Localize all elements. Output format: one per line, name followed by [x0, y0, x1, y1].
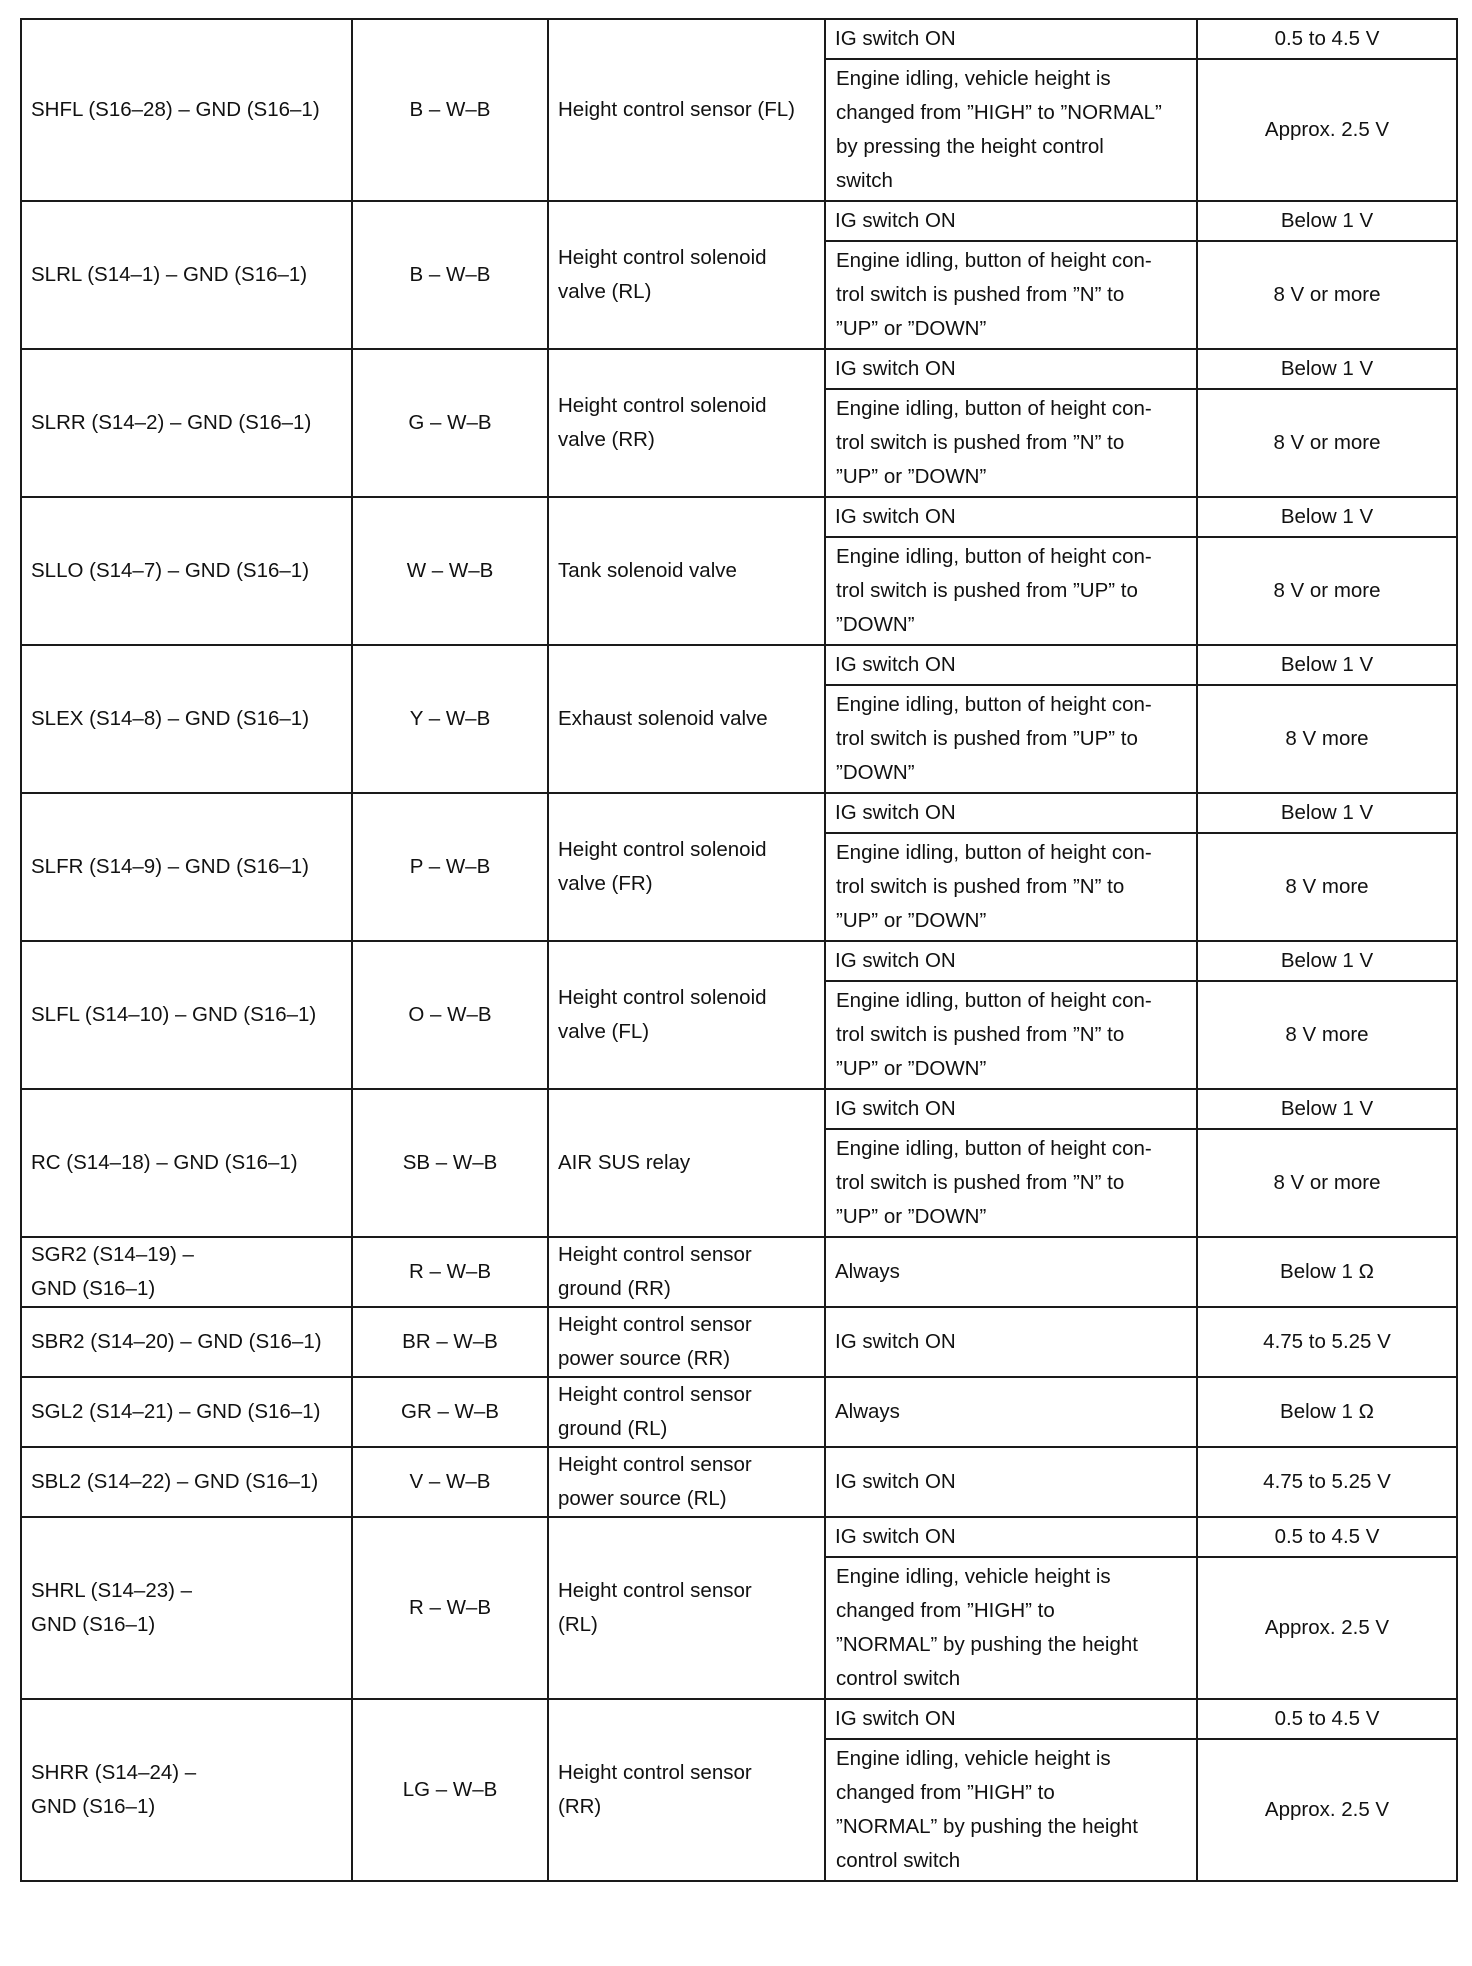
specified-condition-cell: 4.75 to 5.25 V: [1197, 1307, 1457, 1377]
condition-cell: IG switch ON: [825, 1517, 1197, 1557]
condition-cell: Engine idling, vehicle height is changed from ”HIGH” to ”NORMAL” by pushing the height control switch: [825, 1739, 1197, 1881]
description-cell: Height control sensor (RL): [548, 1517, 825, 1699]
specified-condition-cell: Below 1 Ω: [1197, 1237, 1457, 1307]
terminal-cell: SHFL (S16–28) – GND (S16–1): [21, 19, 352, 201]
condition-cell: Engine idling, button of height con- trol switch is pushed from ”UP” to ”DOWN”: [825, 685, 1197, 793]
table-row: [21, 941, 1457, 981]
table-row: [21, 1699, 1457, 1739]
wiring-color-cell: LG – W–B: [352, 1699, 548, 1881]
specified-condition-cell: 8 V or more: [1197, 537, 1457, 645]
terminal-cell: RC (S14–18) – GND (S16–1): [21, 1089, 352, 1237]
terminal-cell: SLFR (S14–9) – GND (S16–1): [21, 793, 352, 941]
condition-cell: IG switch ON: [825, 497, 1197, 537]
description-cell: Height control sensor ground (RL): [548, 1377, 825, 1447]
specified-condition-cell: 8 V more: [1197, 981, 1457, 1089]
condition-cell: IG switch ON: [825, 1447, 1197, 1517]
specified-condition-cell: 8 V more: [1197, 685, 1457, 793]
specified-condition-cell: Approx. 2.5 V: [1197, 1557, 1457, 1699]
wiring-color-cell: B – W–B: [352, 19, 548, 201]
terminal-cell: SLRL (S14–1) – GND (S16–1): [21, 201, 352, 349]
condition-cell: Engine idling, vehicle height is changed from ”HIGH” to ”NORMAL” by pushing the height control switch: [825, 1557, 1197, 1699]
description-cell: Height control sensor power source (RR): [548, 1307, 825, 1377]
table-row: [21, 201, 1457, 241]
condition-cell: Engine idling, button of height con- trol switch is pushed from ”N” to ”UP” or ”DOWN”: [825, 389, 1197, 497]
condition-cell: IG switch ON: [825, 201, 1197, 241]
specified-condition-cell: 0.5 to 4.5 V: [1197, 1699, 1457, 1739]
terminal-cell: SLEX (S14–8) – GND (S16–1): [21, 645, 352, 793]
specified-condition-cell: Below 1 V: [1197, 349, 1457, 389]
table-row: [21, 1089, 1457, 1129]
table-row: [21, 645, 1457, 685]
terminal-cell: SHRR (S14–24) – GND (S16–1): [21, 1699, 352, 1881]
condition-cell: IG switch ON: [825, 1307, 1197, 1377]
condition-cell: Engine idling, vehicle height is changed from ”HIGH” to ”NORMAL” by pressing the height control switch: [825, 59, 1197, 201]
specified-condition-cell: 8 V or more: [1197, 241, 1457, 349]
specified-condition-cell: Below 1 V: [1197, 941, 1457, 981]
table-row: [21, 1447, 1457, 1517]
table-row: [21, 1237, 1457, 1307]
wiring-color-cell: R – W–B: [352, 1517, 548, 1699]
condition-cell: Engine idling, button of height con- trol switch is pushed from ”UP” to ”DOWN”: [825, 537, 1197, 645]
terminal-inspection-table: [20, 18, 1458, 1882]
table-body: [21, 19, 1457, 1881]
specified-condition-cell: 8 V or more: [1197, 1129, 1457, 1237]
table-row: [21, 1377, 1457, 1447]
wiring-color-cell: V – W–B: [352, 1447, 548, 1517]
table-row: [21, 1517, 1457, 1557]
condition-cell: IG switch ON: [825, 1089, 1197, 1129]
terminal-cell: SLFL (S14–10) – GND (S16–1): [21, 941, 352, 1089]
condition-cell: Engine idling, button of height con- trol switch is pushed from ”N” to ”UP” or ”DOWN”: [825, 241, 1197, 349]
condition-cell: IG switch ON: [825, 645, 1197, 685]
condition-cell: IG switch ON: [825, 1699, 1197, 1739]
description-cell: Height control solenoid valve (RR): [548, 349, 825, 497]
wiring-color-cell: SB – W–B: [352, 1089, 548, 1237]
table-row: [21, 349, 1457, 389]
table-row: [21, 1307, 1457, 1377]
specified-condition-cell: Below 1 Ω: [1197, 1377, 1457, 1447]
wiring-color-cell: B – W–B: [352, 201, 548, 349]
description-cell: Height control solenoid valve (FL): [548, 941, 825, 1089]
specified-condition-cell: 8 V or more: [1197, 389, 1457, 497]
terminal-cell: SBL2 (S14–22) – GND (S16–1): [21, 1447, 352, 1517]
wiring-color-cell: R – W–B: [352, 1237, 548, 1307]
specified-condition-cell: Approx. 2.5 V: [1197, 1739, 1457, 1881]
description-cell: Height control sensor ground (RR): [548, 1237, 825, 1307]
terminal-cell: SGR2 (S14–19) – GND (S16–1): [21, 1237, 352, 1307]
wiring-color-cell: GR – W–B: [352, 1377, 548, 1447]
condition-cell: IG switch ON: [825, 941, 1197, 981]
specified-condition-cell: Below 1 V: [1197, 201, 1457, 241]
specified-condition-cell: Below 1 V: [1197, 645, 1457, 685]
description-cell: Tank solenoid valve: [548, 497, 825, 645]
terminal-cell: SGL2 (S14–21) – GND (S16–1): [21, 1377, 352, 1447]
table-row: [21, 793, 1457, 833]
condition-cell: Engine idling, button of height con- trol switch is pushed from ”N” to ”UP” or ”DOWN”: [825, 981, 1197, 1089]
specified-condition-cell: 8 V more: [1197, 833, 1457, 941]
terminal-cell: SLRR (S14–2) – GND (S16–1): [21, 349, 352, 497]
specified-condition-cell: Below 1 V: [1197, 497, 1457, 537]
description-cell: Height control solenoid valve (RL): [548, 201, 825, 349]
specified-condition-cell: Below 1 V: [1197, 793, 1457, 833]
condition-cell: IG switch ON: [825, 19, 1197, 59]
specified-condition-cell: Approx. 2.5 V: [1197, 59, 1457, 201]
wiring-color-cell: W – W–B: [352, 497, 548, 645]
wiring-color-cell: BR – W–B: [352, 1307, 548, 1377]
specified-condition-cell: 4.75 to 5.25 V: [1197, 1447, 1457, 1517]
wiring-color-cell: O – W–B: [352, 941, 548, 1089]
condition-cell: Engine idling, button of height con- trol switch is pushed from ”N” to ”UP” or ”DOWN”: [825, 1129, 1197, 1237]
condition-cell: Always: [825, 1237, 1197, 1307]
description-cell: Exhaust solenoid valve: [548, 645, 825, 793]
condition-cell: Engine idling, button of height con- trol switch is pushed from ”N” to ”UP” or ”DOWN”: [825, 833, 1197, 941]
specified-condition-cell: 0.5 to 4.5 V: [1197, 19, 1457, 59]
specified-condition-cell: 0.5 to 4.5 V: [1197, 1517, 1457, 1557]
terminal-cell: SBR2 (S14–20) – GND (S16–1): [21, 1307, 352, 1377]
wiring-color-cell: G – W–B: [352, 349, 548, 497]
terminal-cell: SHRL (S14–23) – GND (S16–1): [21, 1517, 352, 1699]
wiring-color-cell: P – W–B: [352, 793, 548, 941]
description-cell: Height control sensor (FL): [548, 19, 825, 201]
condition-cell: IG switch ON: [825, 349, 1197, 389]
description-cell: Height control sensor (RR): [548, 1699, 825, 1881]
description-cell: AIR SUS relay: [548, 1089, 825, 1237]
table-row: [21, 497, 1457, 537]
condition-cell: Always: [825, 1377, 1197, 1447]
description-cell: Height control sensor power source (RL): [548, 1447, 825, 1517]
condition-cell: IG switch ON: [825, 793, 1197, 833]
wiring-color-cell: Y – W–B: [352, 645, 548, 793]
specified-condition-cell: Below 1 V: [1197, 1089, 1457, 1129]
table-row: [21, 19, 1457, 59]
terminal-inspection-sheet: [20, 18, 1456, 1882]
terminal-cell: SLLO (S14–7) – GND (S16–1): [21, 497, 352, 645]
description-cell: Height control solenoid valve (FR): [548, 793, 825, 941]
